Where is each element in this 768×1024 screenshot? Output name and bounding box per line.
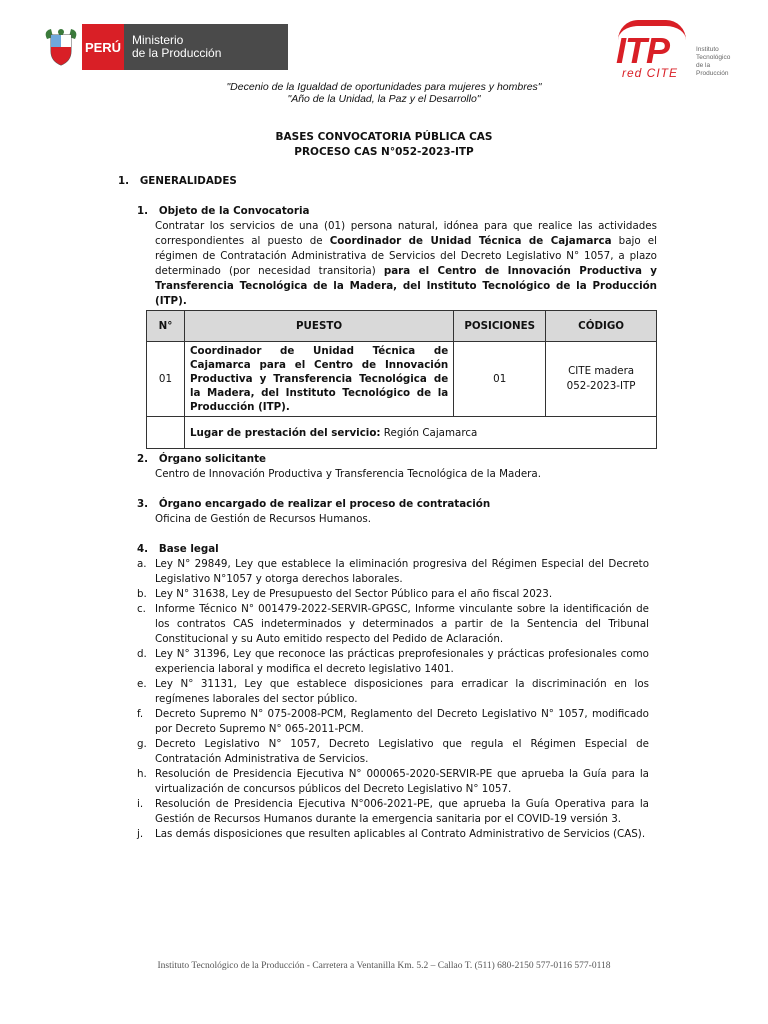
table-cell-lugar: [184, 417, 656, 449]
decenio-motto: [0, 81, 768, 105]
subsection-number: 1.: [137, 205, 149, 217]
codigo-line-2: 052-2023-ITP: [566, 380, 636, 392]
list-item: [137, 827, 649, 842]
list-item-letter: e.: [137, 678, 147, 690]
subsection-title: Órgano solicitante: [158, 453, 266, 465]
list-item: [137, 797, 649, 827]
list-item-letter: j.: [137, 828, 144, 840]
list-item: [137, 587, 649, 602]
subsection-title: Objeto de la Convocatoria: [158, 205, 310, 217]
list-item: [137, 677, 649, 707]
page-header: [0, 0, 768, 80]
list-item-text: Resolución de Presidencia Ejecutiva N° 000065-2020-SERVIR-PE que aprueba la Guía para la virtualización de concursos públicos del Decreto Legislativo N° 1057.: [155, 768, 649, 795]
table-header-row: [147, 311, 657, 342]
itp-side-line-2: Tecnológico: [696, 54, 731, 61]
objeto-text-1: Contratar los servicios de una (01) persona natural, idónea para que realice las actividades correspondientes al puesto de: [155, 220, 657, 247]
list-item-text: Resolución de Presidencia Ejecutiva N°006-2021-PE, que aprueba la Guía Operativa para la Gestión de Recursos Humanos durante la emergencia sanitaria por el COVID-19 versión 3.: [155, 798, 649, 825]
section-title: GENERALIDADES: [139, 175, 237, 187]
lugar-value: Región Cajamarca: [380, 426, 478, 439]
subsection-number: 3.: [137, 498, 149, 510]
objeto-text-2: bajo el régimen de Contratación Administrativa de Servicios del Decreto Legislativo N° 1057, a plazo determinado (por necesidad transitoria): [155, 235, 657, 277]
list-item-letter: d.: [137, 648, 147, 660]
ministry-label: [124, 24, 288, 70]
list-item-letter: a.: [137, 558, 147, 570]
list-item-text: Ley N° 31396, Ley que reconoce las prácticas preprofesionales y prácticas profesionales como experiencia laboral y modifica el decreto legislativo 1401.: [155, 648, 649, 675]
codigo-line-1: CITE madera: [568, 365, 635, 377]
organo-solicitante-text: Centro de Innovación Productiva y Transferencia Tecnológica de la Madera.: [155, 468, 542, 480]
list-item-text: Ley N° 31638, Ley de Presupuesto del Sector Público para el año fiscal 2023.: [155, 588, 553, 600]
document-title: [0, 130, 768, 160]
list-item: [137, 647, 649, 677]
peru-label: PERÚ: [82, 24, 124, 70]
list-item-text: Decreto Supremo N° 075-2008-PCM, Reglamento del Decreto Legislativo N° 1057, modificado por Decreto Supremo N° 065-2011-PCM.: [155, 708, 649, 735]
peru-coat-of-arms-icon: [40, 24, 82, 70]
list-item-text: Informe Técnico N° 001479-2022-SERVIR-GPGSC, Informe vinculante sobre la identificación de los contratos CAS indeterminados y determinados a partir de la Sentencia del Tribunal Constitucional y su Auto emitido respecto del Pedido de Aclaración.: [155, 603, 649, 645]
table-row: [147, 342, 657, 417]
itp-side-line-3: de la Producción: [696, 62, 729, 77]
subsection-title: Base legal: [158, 543, 219, 555]
table-header: POSICIONES: [454, 311, 546, 342]
subsection-heading-organo-encargado: [137, 497, 490, 512]
subsection-heading-base-legal: [137, 542, 219, 557]
list-item-letter: i.: [137, 798, 144, 810]
list-item: [137, 767, 649, 797]
list-item: [137, 737, 649, 767]
list-item-text: Las demás disposiciones que resulten aplicables al Contrato Administrativo de Servicios (CAS).: [155, 828, 646, 840]
objeto-paragraph: [155, 219, 657, 309]
subsection-number: 2.: [137, 453, 149, 465]
itp-side-text: [696, 46, 744, 78]
table-cell-empty: [147, 417, 185, 449]
table-cell-posiciones: 01: [454, 342, 546, 417]
decenio-line-1: "Decenio de la Igualdad de oportunidades para mujeres y hombres": [226, 81, 542, 93]
itp-logo: [614, 20, 744, 82]
section-number: 1.: [118, 175, 130, 187]
redcite-label: red CITE: [622, 66, 679, 80]
list-item-letter: h.: [137, 768, 147, 780]
list-item-letter: g.: [137, 738, 147, 750]
itp-side-line-1: Instituto: [696, 46, 719, 53]
base-legal-list: [137, 557, 649, 842]
list-item-letter: c.: [137, 603, 146, 615]
table-row-lugar: [147, 417, 657, 449]
list-item-letter: f.: [137, 708, 144, 720]
list-item-text: Decreto Legislativo N° 1057, Decreto Legislativo que regula el Régimen Especial de Contratación Administrativa de Servicios.: [155, 738, 649, 765]
government-logo: [40, 24, 288, 70]
table-cell-number: 01: [147, 342, 185, 417]
ministry-line-2: de la Producción: [132, 46, 222, 60]
subsection-number: 4.: [137, 543, 149, 555]
title-line-2: PROCESO CAS N°052-2023-ITP: [294, 146, 474, 158]
lugar-label: Lugar de prestación del servicio:: [189, 426, 381, 439]
list-item-letter: b.: [137, 588, 147, 600]
subsection-heading-organo-solicitante: [137, 452, 266, 467]
organo-encargado-text: Oficina de Gestión de Recursos Humanos.: [155, 513, 372, 525]
list-item: [137, 557, 649, 587]
list-item-text: Ley N° 29849, Ley que establece la eliminación progresiva del Régimen Especial del Decreto Legislativo N°1057 y otorga derechos laborales.: [155, 558, 649, 585]
list-item: [137, 707, 649, 737]
table-header: CÓDIGO: [546, 311, 657, 342]
title-line-1: BASES CONVOCATORIA PÚBLICA CAS: [275, 131, 493, 143]
list-item: [137, 602, 649, 647]
table-header: PUESTO: [184, 311, 453, 342]
decenio-line-2: "Año de la Unidad, la Paz y el Desarrollo": [287, 93, 481, 105]
subsection-title: Órgano encargado de realizar el proceso de contratación: [158, 498, 491, 510]
position-table: [146, 310, 657, 449]
table-cell-codigo: [546, 342, 657, 417]
section-heading: [118, 174, 237, 189]
table-cell-puesto: Coordinador de Unidad Técnica de Cajamarca para el Centro de Innovación Productiva y Transferencia Tecnológica de la Madera, del Instituto Tecnológico de la Producción (ITP).: [184, 342, 453, 417]
list-item-text: Ley N° 31131, Ley que establece disposiciones para erradicar la discriminación en los regímenes laborales del sector público.: [155, 678, 649, 705]
table-header: N°: [147, 311, 185, 342]
objeto-text-2-bold: para el Centro de Innovación Productiva y Transferencia Tecnológica de la Madera, del Instituto Tecnológico de la Producción (ITP).: [155, 265, 658, 307]
ministry-line-1: Ministerio: [132, 33, 184, 47]
itp-label: ITP: [616, 30, 670, 71]
page-footer: Instituto Tecnológico de la Producción - Carretera a Ventanilla Km. 5.2 – Callao T. (511) 680-2150 577-0116 577-0118: [157, 961, 611, 971]
subsection-heading-objeto: [137, 204, 309, 219]
objeto-text-1-bold: Coordinador de Unidad Técnica de Cajamarca: [329, 235, 612, 247]
